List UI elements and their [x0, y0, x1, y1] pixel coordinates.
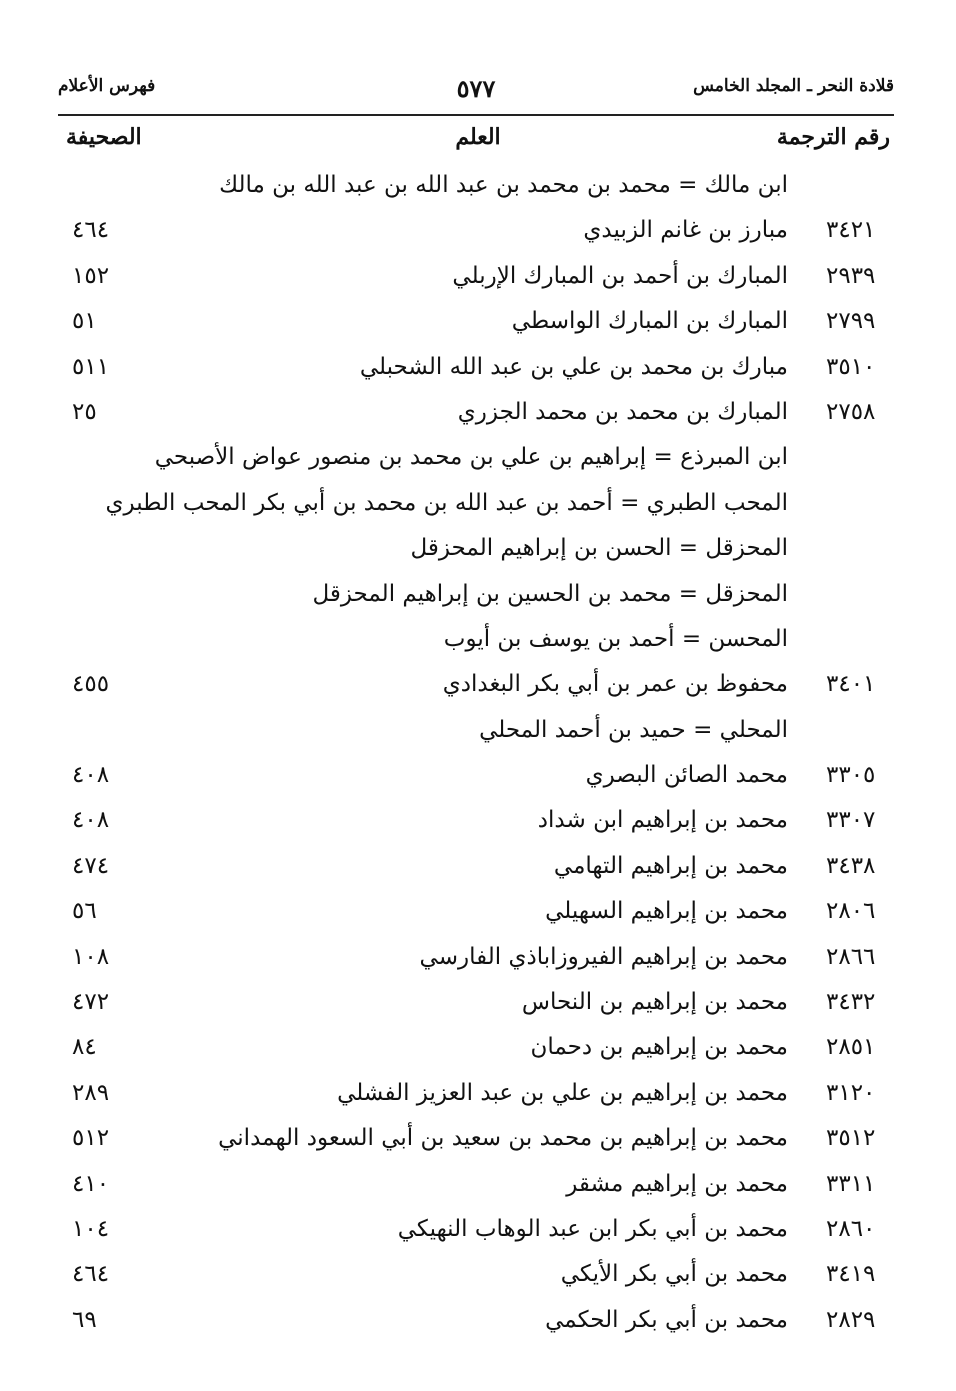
entry-page: ٤٥٥: [72, 671, 110, 698]
entry-name: محمد بن أبي بكر الأيكي: [560, 1261, 788, 1288]
entry-name: محمد بن إبراهيم بن علي بن عبد العزيز الفشلي: [337, 1079, 788, 1106]
entry-page: ٤٦٤: [72, 1261, 110, 1288]
entry-page: ٥١٢: [72, 1125, 110, 1152]
entry-name: المحزقل = الحسن بن إبراهيم المحزقل: [410, 535, 788, 562]
entry-number: ٣٣١١: [826, 1170, 876, 1197]
entry-page: ٢٥: [72, 398, 97, 425]
entry-page: ١٠٤: [72, 1215, 110, 1242]
entry-page: ٤٦٤: [72, 217, 110, 244]
entry-number: ٣٣٠٧: [826, 807, 876, 834]
section-title: فهرس الأعلام: [58, 76, 156, 96]
entry-name: محمد بن أبي بكر الحكمي: [545, 1306, 788, 1333]
entry-number: ٣٥١٠: [826, 353, 876, 380]
index-row: [0, 890, 956, 935]
entry-name: المبارك بن أحمد بن المبارك الإربلي: [452, 262, 788, 289]
entry-name: محمد بن إبراهيم بن محمد بن سعيد بن أبي السعود الهمداني: [218, 1125, 788, 1152]
entry-number: ٢٧٩٩: [826, 308, 876, 335]
column-header-name: العلم: [455, 124, 501, 150]
entry-page: ٤٠٨: [72, 807, 110, 834]
entry-page: ٦٩: [72, 1306, 97, 1333]
entry-name: المحسن = أحمد بن يوسف بن أيوب: [443, 625, 788, 652]
index-row: [0, 1072, 956, 1117]
entry-name: محمد بن إبراهيم السهيلي: [545, 898, 788, 925]
index-row: [0, 164, 956, 209]
index-row: [0, 754, 956, 799]
index-row: [0, 1299, 956, 1344]
entry-name: محمد بن أبي بكر ابن عبد الوهاب النهيكي: [397, 1215, 788, 1242]
index-row: [0, 482, 956, 527]
entry-name: محمد بن إبراهيم ابن شداد: [537, 807, 788, 834]
index-row: [0, 346, 956, 391]
entry-name: ابن مالك = محمد بن محمد بن عبد الله بن عبد الله بن مالك: [219, 172, 788, 198]
entry-name: ابن المبرذع = إبراهيم بن علي بن محمد بن منصور عواض الأصبحي: [154, 444, 788, 471]
entry-number: ٢٨٥١: [826, 1034, 876, 1061]
entry-page: ٤٧٢: [72, 989, 110, 1016]
entry-page: ٥١: [72, 308, 97, 335]
entry-name: المبارك بن المبارك الواسطي: [511, 308, 788, 335]
entry-page: ٢٨٩: [72, 1079, 110, 1106]
index-row: [0, 436, 956, 481]
index-row: [0, 663, 956, 708]
entry-number: ٣٤٣٨: [826, 852, 876, 879]
index-row: [0, 981, 956, 1026]
entry-name: المحلي = حميد بن أحمد المحلي: [479, 716, 788, 743]
entry-name: محمد الصائن البصري: [585, 762, 788, 789]
index-row: [0, 255, 956, 300]
entry-number: ٣٤٠١: [826, 671, 876, 698]
entry-number: ٣٤٢١: [826, 217, 876, 244]
index-row: [0, 1117, 956, 1162]
index-row: [0, 1163, 956, 1208]
entry-number: ٢٨٠٦: [826, 898, 876, 925]
index-row: [0, 209, 956, 254]
entry-number: ٢٨٦٠: [826, 1215, 876, 1242]
entry-number: ٢٨٢٩: [826, 1306, 876, 1333]
column-header-number: رقم الترجمة: [776, 124, 890, 150]
entry-number: ٣٤١٩: [826, 1261, 876, 1288]
entry-name: محمد بن إبراهيم بن النحاس: [521, 989, 788, 1016]
entry-page: ١٥٢: [72, 262, 110, 289]
index-row: [0, 618, 956, 663]
entry-number: ٣٣٠٥: [826, 762, 876, 789]
index-row: [0, 391, 956, 436]
entry-page: ٤٧٤: [72, 852, 110, 879]
entry-name: مبارز بن غانم الزبيدي: [583, 217, 788, 244]
entry-page: ٤٠٨: [72, 762, 110, 789]
entry-page: ٥٦: [72, 898, 97, 925]
index-row: [0, 1208, 956, 1253]
entry-name: المحب الطبري = أحمد بن عبد الله بن محمد بن أبي بكر المحب الطبري: [105, 489, 788, 516]
index-row: [0, 709, 956, 754]
index-row: [0, 300, 956, 345]
entry-name: المبارك بن محمد بن محمد الجزري: [457, 398, 788, 425]
column-header-page: الصحيفة: [66, 124, 142, 150]
entry-page: ٥١١: [72, 353, 110, 380]
entry-number: ٣٥١٢: [826, 1125, 876, 1152]
index-row: [0, 1026, 956, 1071]
entry-name: محمد بن إبراهيم بن دحمان: [530, 1034, 788, 1061]
index-row: [0, 936, 956, 981]
running-header: [58, 74, 894, 116]
entry-number: ٣٤٣٢: [826, 989, 876, 1016]
index-list: [0, 164, 956, 1344]
entry-page: ٨٤: [72, 1034, 97, 1061]
entry-name: محفوظ بن عمر بن أبي بكر البغدادي: [442, 671, 788, 698]
entry-number: ٣١٢٠: [826, 1079, 876, 1106]
book-title: قلادة النحر ـ المجلد الخامس: [693, 76, 894, 96]
entry-name: محمد بن إبراهيم مشقر: [566, 1170, 788, 1197]
entry-name: مبارك بن محمد بن علي بن عبد الله الشحبلي: [359, 353, 788, 380]
entry-number: ٢٨٦٦: [826, 943, 876, 970]
entry-number: ٢٧٥٨: [826, 398, 876, 425]
entry-page: ١٠٨: [72, 943, 110, 970]
entry-name: محمد بن إبراهيم الفيروزاباذي الفارسي: [419, 943, 788, 970]
index-row: [0, 573, 956, 618]
page-number: ٥٧٧: [456, 74, 496, 103]
index-row: [0, 527, 956, 572]
entry-name: المحزقل = محمد بن الحسين بن إبراهيم المحزقل: [312, 580, 788, 607]
index-row: [0, 845, 956, 890]
entry-page: ٤١٠: [72, 1170, 110, 1197]
entry-number: ٢٩٣٩: [826, 262, 876, 289]
index-row: [0, 1253, 956, 1298]
entry-name: محمد بن إبراهيم التهامي: [553, 852, 788, 879]
index-row: [0, 799, 956, 844]
